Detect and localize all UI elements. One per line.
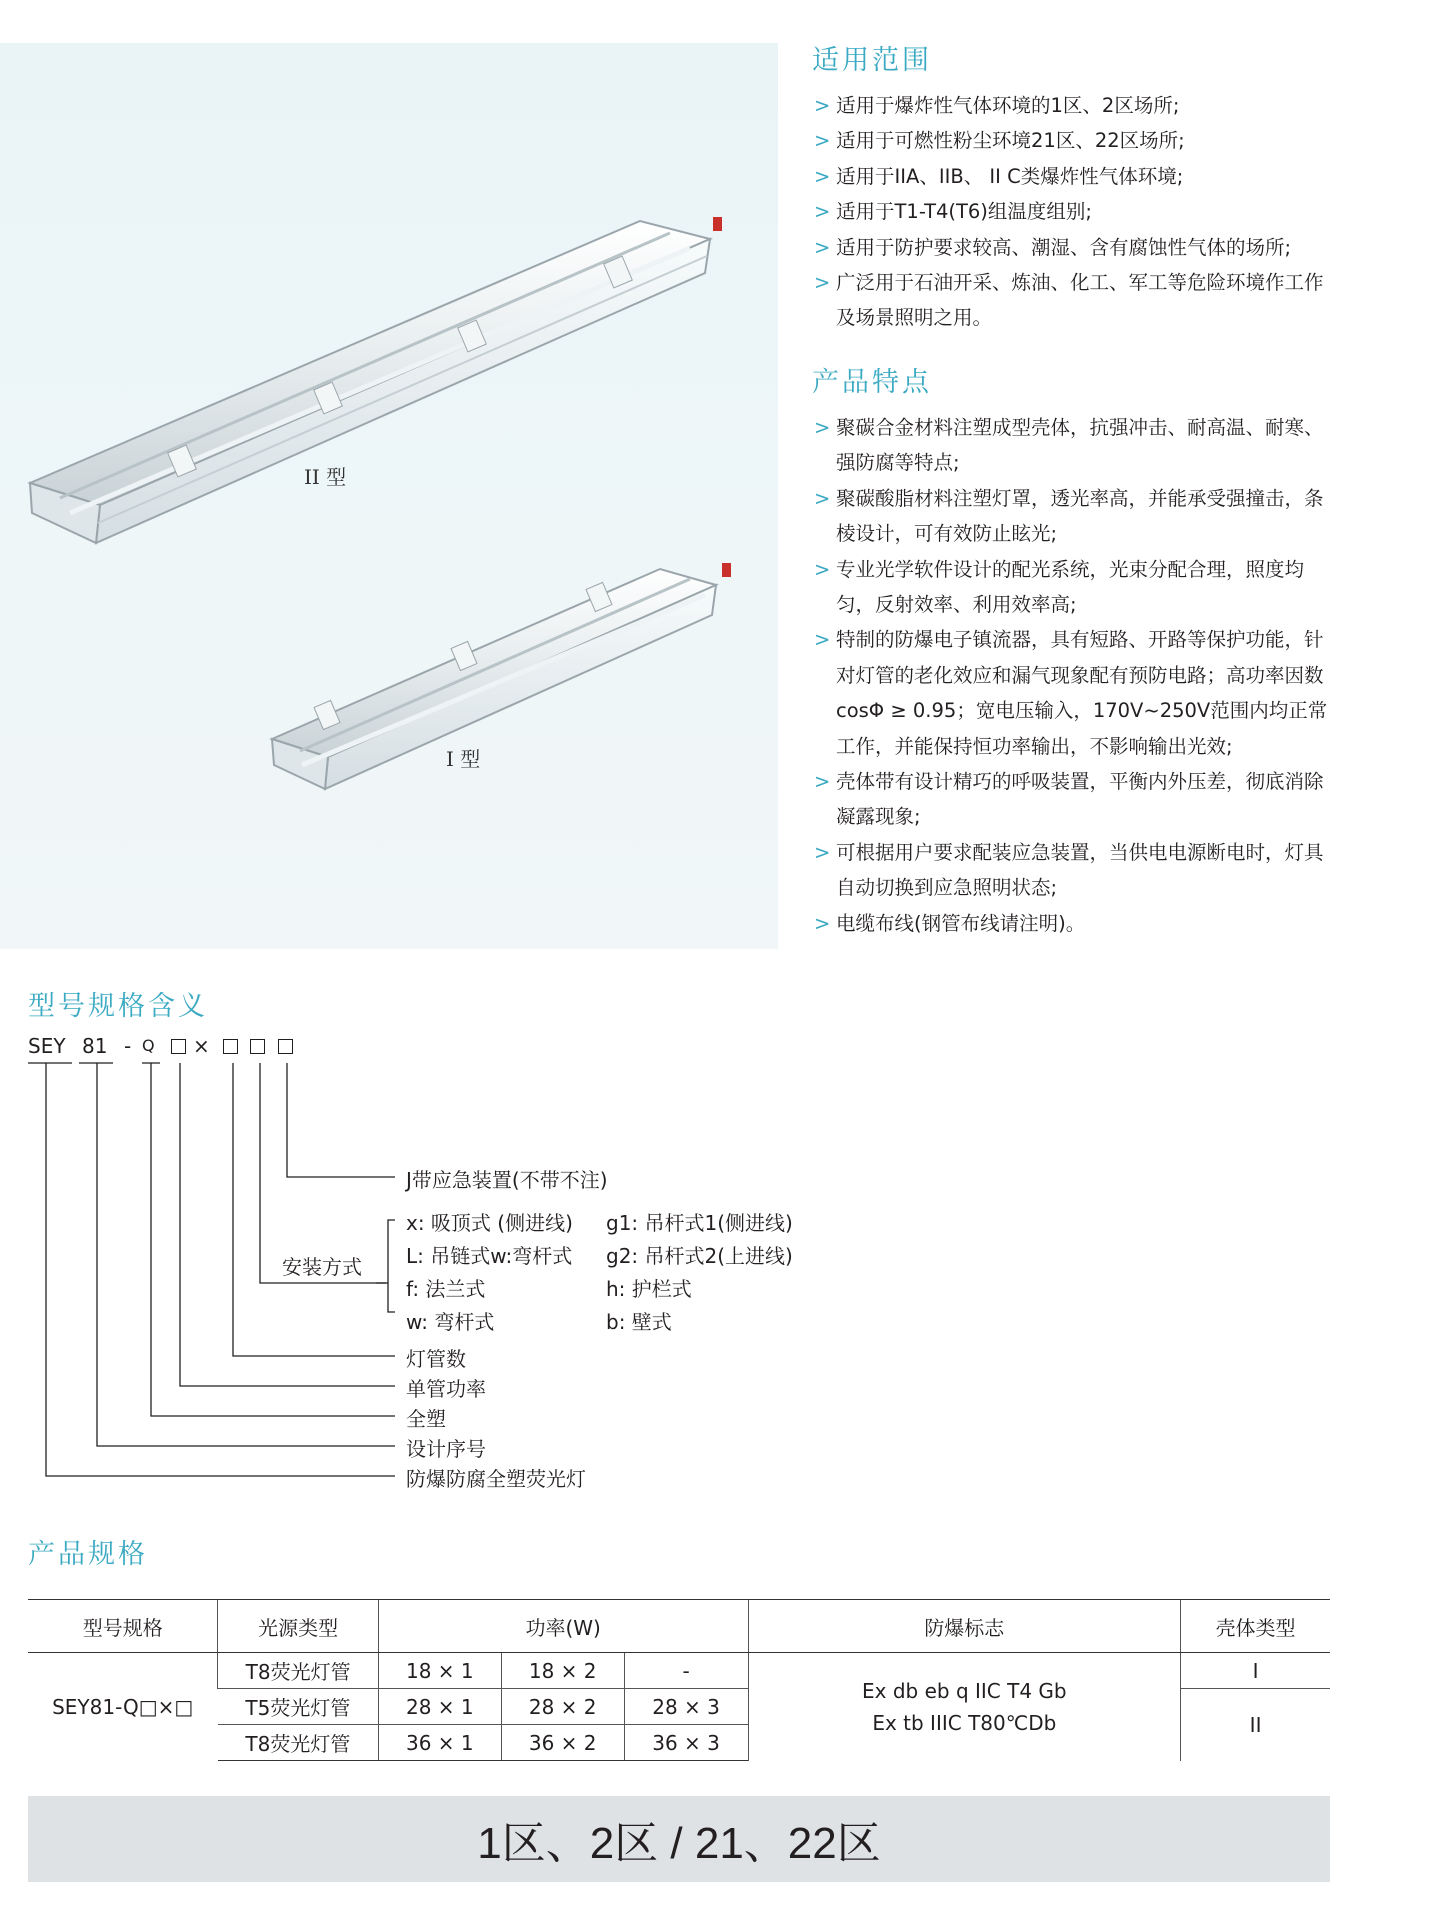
spec-table xyxy=(28,1599,1330,1761)
list-item: > 适用于防护要求较高、潮湿、含有腐蚀性气体的场所; xyxy=(814,235,1292,259)
install-option: w: 弯杆式 xyxy=(406,1310,495,1334)
install-option: x: 吸顶式 (侧进线) xyxy=(406,1211,573,1235)
light-cell: T5荧光灯管 xyxy=(218,1689,378,1725)
list-item: > 特制的防爆电子镇流器，具有短路、开路等保护功能，针对灯管的老化效应和漏气现象配有预防电路；高功率因数cosΦ ≥ 0.95；宽电压输入，170V~250V范围内均正常工作，并能保持恒功率输出，不影响输出光效; xyxy=(814,628,1328,758)
design-no-label: 设计序号 xyxy=(406,1437,486,1461)
model-meaning-title: 型号规格含义 xyxy=(28,991,208,1022)
type-ii-label: II 型 xyxy=(304,465,347,489)
header-light: 光源类型 xyxy=(218,1600,378,1653)
power-cell: 36 × 1 xyxy=(378,1725,501,1761)
ex-mark-dust: Ex tb IIIC T80℃Db xyxy=(872,1710,1057,1735)
install-option: g1: 吊杆式1(侧进线) xyxy=(606,1211,793,1235)
list-item: > 专业光学软件设计的配光系统，光束分配合理，照度均匀，反射效率、利用效率高; xyxy=(814,557,1305,617)
light-cell: T8荧光灯管 xyxy=(218,1653,378,1689)
install-label: 安装方式 xyxy=(282,1255,362,1279)
full-plastic-label: 全塑 xyxy=(406,1407,446,1431)
code-prefix: SEY xyxy=(28,1034,66,1058)
type-i-label: I 型 xyxy=(446,747,481,771)
header-model: 型号规格 xyxy=(28,1600,218,1653)
header-power: 功率(W) xyxy=(378,1600,748,1653)
code-dash: - xyxy=(124,1034,132,1058)
list-item: > 聚碳酸脂材料注塑灯罩，透光率高，并能承受强撞击，条棱设计，可有效防止眩光; xyxy=(814,486,1324,546)
shell-cell: II xyxy=(1181,1689,1330,1761)
list-item: > 电缆布线(钢管布线请注明)。 xyxy=(814,911,1086,935)
power-cell: 36 × 2 xyxy=(501,1725,624,1761)
power-cell: 18 × 1 xyxy=(378,1653,501,1689)
power-cell: - xyxy=(624,1653,748,1689)
list-item: > 适用于爆炸性气体环境的1区、2区场所; xyxy=(814,94,1180,117)
tube-count-label: 灯管数 xyxy=(406,1347,466,1371)
light-cell: T8荧光灯管 xyxy=(218,1725,378,1761)
list-item: > 聚碳合金材料注塑成型壳体，抗强冲击、耐高温、耐寒、强防腐等特点; xyxy=(814,416,1324,475)
header-mark: 防爆标志 xyxy=(748,1600,1181,1653)
power-cell: 18 × 2 xyxy=(501,1653,624,1689)
install-option: f: 法兰式 xyxy=(406,1277,486,1301)
list-item: > 壳体带有设计精巧的呼吸装置，平衡内外压差，彻底消除凝露现象; xyxy=(814,770,1324,829)
ex-mark-gas: Ex db eb q IIC T4 Gb xyxy=(862,1678,1067,1703)
list-item: > 可根据用户要求配装应急装置，当供电电源断电时，灯具自动切换到应急照明状态; xyxy=(814,840,1324,900)
list-item: > 适用于IIA、IIB、 II C类爆炸性气体环境; xyxy=(814,164,1184,188)
install-option: b: 壁式 xyxy=(606,1310,672,1334)
list-item: > 广泛用于石油开采、炼油、化工、军工等危险环境作工作及场景照明之用。 xyxy=(814,271,1324,330)
code-times: × xyxy=(193,1034,210,1058)
scope-title: 适用范围 xyxy=(812,45,932,76)
zone-banner: 1区、2区 / 21、22区 xyxy=(28,1796,1330,1882)
product-name-label: 防爆防腐全塑荧光灯 xyxy=(406,1467,586,1491)
power-cell: 28 × 2 xyxy=(501,1689,624,1725)
install-option: g2: 吊杆式2(上进线) xyxy=(606,1244,793,1268)
features-title: 产品特点 xyxy=(812,367,932,398)
power-cell: 36 × 3 xyxy=(624,1725,748,1761)
table-row xyxy=(28,1653,1330,1689)
list-item: > 适用于可燃性粉尘环境21区、22区场所; xyxy=(814,129,1185,153)
power-cell: 28 × 3 xyxy=(624,1689,748,1725)
power-cell: 28 × 1 xyxy=(378,1689,501,1725)
single-power-label: 单管功率 xyxy=(406,1377,486,1401)
table-header-row xyxy=(28,1600,1330,1653)
shell-cell: I xyxy=(1181,1653,1330,1689)
emergency-label: J带应急装置(不带不注) xyxy=(406,1168,608,1192)
model-cell: SEY81-Q□×□ xyxy=(28,1653,218,1761)
code-series: 81 xyxy=(82,1034,108,1058)
list-item: > 适用于T1-T4(T6)组温度组别; xyxy=(814,200,1092,224)
install-option: h: 护栏式 xyxy=(606,1277,692,1301)
ex-mark-cell xyxy=(748,1653,1181,1761)
specs-title: 产品规格 xyxy=(28,1539,148,1570)
header-shell: 壳体类型 xyxy=(1181,1600,1330,1653)
install-option: L: 吊链式w:弯杆式 xyxy=(406,1244,573,1268)
code-q: Q xyxy=(142,1036,155,1055)
